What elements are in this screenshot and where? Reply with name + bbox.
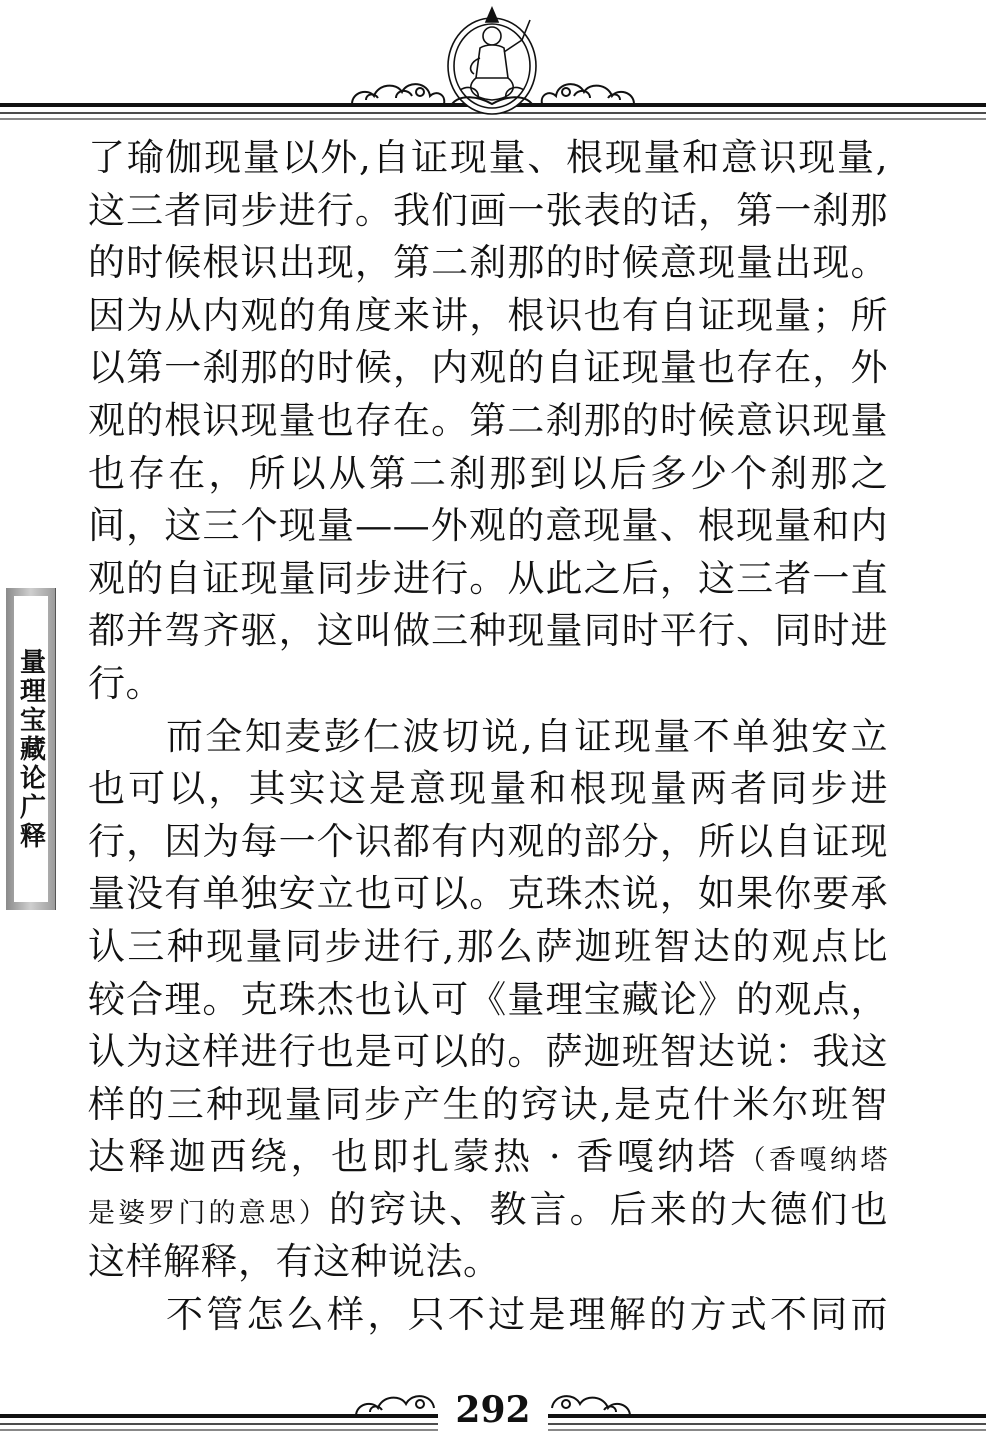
text-line-with-note <box>88 1184 888 1237</box>
text-line: 认三种现量同步进行,那么萨迦班智达的观点比 <box>88 924 888 968</box>
text-line: 观的根识现量也存在。第二刹那的时候意识现量 <box>88 398 888 442</box>
text-line: 的时候根识出现，第二刹那的时候意现量出现。 <box>88 241 888 285</box>
text-line: 量没有单独安立也可以。克珠杰说，如果你要承 <box>88 872 888 916</box>
text-line: 较合理。克珠杰也认可《量理宝藏论》的观点， <box>88 977 888 1021</box>
text-line: 而全知麦彭仁波切说,自证现量不单独安立 <box>166 714 888 758</box>
text-line: 间，这三个现量——外观的意现量、根现量和内 <box>88 504 888 548</box>
cloud-ornament-left-icon <box>352 84 444 104</box>
inline-note: 是婆罗门的意思） <box>88 1197 329 1229</box>
text-line: 以第一刹那的时候，内观的自证现量也存在，外 <box>88 346 888 390</box>
header-ornament <box>0 0 986 125</box>
text-segment: 达释迦西绕，也即扎蒙热 · 香嘎纳塔 <box>88 1135 739 1179</box>
text-segment: 的窍诀、教言。后来的大德们也 <box>328 1187 888 1231</box>
text-line: 行。 <box>88 661 163 705</box>
inline-note: （香嘎纳塔 <box>738 1145 888 1177</box>
text-line: 观的自证现量同步进行。从此之后，这三者一直 <box>88 556 888 600</box>
text-line: 不管怎么样，只不过是理解的方式不同而 <box>166 1293 888 1337</box>
text-line: 样的三种现量同步产生的窍诀,是克什米尔班智 <box>88 1082 888 1126</box>
side-title-panel <box>14 596 48 902</box>
page-body <box>88 132 888 1342</box>
page-header <box>0 0 986 125</box>
text-line: 行，因为每一个识都有内观的部分，所以自证现 <box>88 819 888 863</box>
side-title-tab <box>6 588 56 910</box>
text-line: 因为从内观的角度来讲，根识也有自证现量；所 <box>88 293 888 337</box>
text-line: 这三者同步进行。我们画一张表的话，第一刹那 <box>88 188 888 232</box>
text-line: 了瑜伽现量以外,自证现量、根现量和意识现量, <box>88 136 888 179</box>
text-line-with-note <box>88 1131 888 1184</box>
text-line: 认为这样进行也是可以的。萨迦班智达说：我这 <box>88 1030 888 1074</box>
footer-cloud-left-icon <box>356 1396 434 1416</box>
side-title-label: 量理宝藏论广释 <box>15 647 46 851</box>
text-line: 都并驾齐驱，这叫做三种现量同时平行、同时进 <box>88 609 888 653</box>
text-line: 也存在，所以从第二刹那到以后多少个刹那之 <box>88 451 888 495</box>
page-number: 292 <box>455 1389 531 1431</box>
deity-figure-icon <box>448 8 536 114</box>
footer-cloud-right-icon <box>552 1396 630 1416</box>
text-line: 也可以，其实这是意现量和根现量两者同步进 <box>88 767 888 811</box>
text-line: 这样解释，有这种说法。 <box>88 1240 501 1284</box>
cloud-ornament-right-icon <box>542 84 634 104</box>
